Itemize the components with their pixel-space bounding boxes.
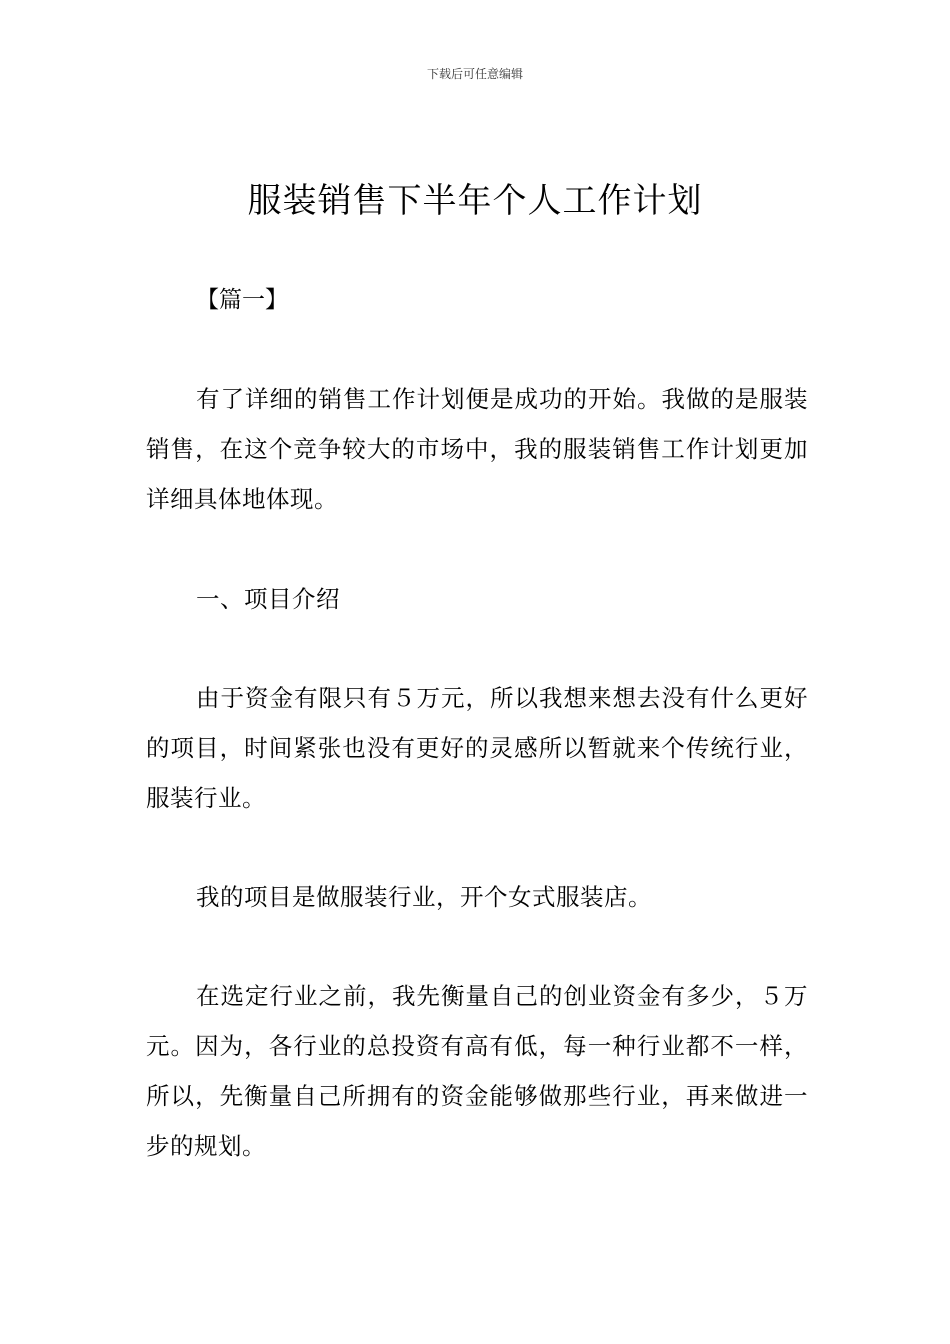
header-note: 下载后可任意编辑 [426,67,523,81]
paragraph-planning: 在选定行业之前，我先衡量自己的创业资金有多少，５万元。因为，各行业的总投资有高有低，每一种行业都不一样，所以，先衡量自己所拥有的资金能够做那些行业，再来做进一步的规划。 [146,982,808,1160]
section-heading-project-intro: 一、项目介绍 [196,585,340,613]
section-label: 【篇一】 [196,287,288,313]
document-title: 服装销售下半年个人工作计划 [247,181,703,221]
paragraph-intro: 有了详细的销售工作计划便是成功的开始。我做的是服装销售，在这个竞争较大的市场中，我的服装销售工作计划更加详细具体地体现。 [146,385,808,513]
paragraph-funding: 由于资金有限只有５万元，所以我想来想去没有什么更好的项目，时间紧张也没有更好的灵感所以暂就来个传统行业，服装行业。 [146,684,808,812]
paragraph-project: 我的项目是做服装行业，开个女式服装店。 [196,883,652,911]
